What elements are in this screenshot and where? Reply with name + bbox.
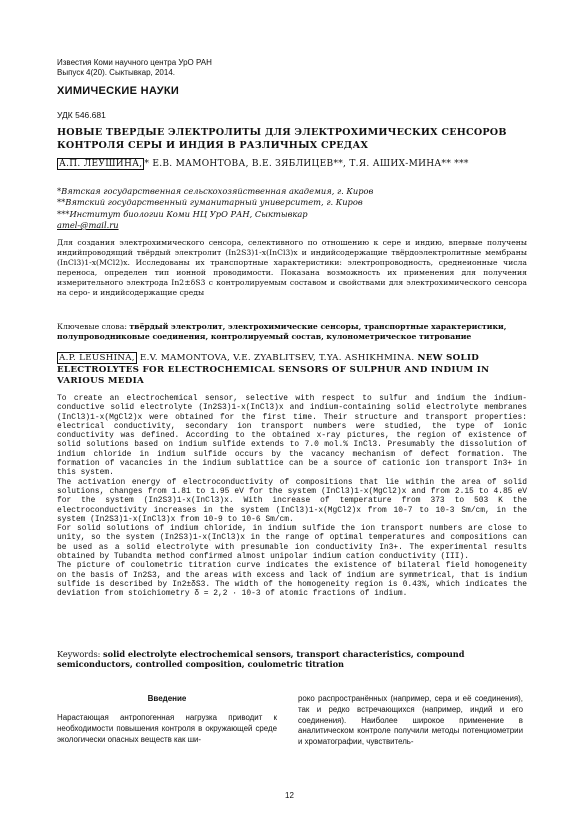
other-authors-en: E.V. MAMONTOVA, V.E. ZYABLITSEV, T.YA. ASHIKHMINA. (136, 353, 415, 363)
journal-name: Известия Коми научного центра УрО РАН (57, 58, 212, 67)
affiliation-2: **Вятский государственный гуманитарный университет, г. Киров (57, 197, 363, 208)
abstract-russian: Для создания электрохимического сенсора, селективного по отношению к сере и индию, впервые получены индийпроводящий твёрдый электролит (In2S3)1-x(InCl3)x и индийсодержащие твёрдоэлектролитные мембраны (InCl3)1-x(MCl2)x. Исследованы их транспортные характеристики: электропроводность, среднеионные числа переноса, определен тип ионной проводимости. Показана возможность их применения для получения измерительного электрода In2±δS3 с контролируемым составом и свойствами для электрохимического сенсора на серо- и индийсодержащие среды (57, 238, 527, 297)
title-english: NEW SOLID ELECTROLYTES FOR ELECTROCHEMICAL SENSORS OF SULPHUR AND INDIUM IN VARIOUS MEDIA (57, 353, 490, 386)
page-number: 12 (285, 791, 294, 800)
title-russian: НОВЫЕ ТВЕРДЫЕ ЭЛЕКТРОЛИТЫ ДЛЯ ЭЛЕКТРОХИМИЧЕСКИХ СЕНСОРОВ КОНТРОЛЯ СЕРЫ И ИНДИЯ В РАЗЛИЧНЫХ СРЕДАХ (57, 127, 507, 151)
abstract-english (57, 394, 527, 599)
keywords-en-label: Keywords: (57, 649, 101, 659)
keywords-russian (57, 322, 527, 342)
email-link[interactable]: amel-@mail.ru (57, 219, 119, 230)
abstract-paragraph: For solid solutions of indium chloride, in indium sulfide the ion transport numbers are close to unity, so the system (In2S3)1-x(InCl3)x in the range of optimal temperatures and compositions can be used as a solid electrolyte with presumable ion conductivity In3+. The experimental results obtained by Tubandta method confirmed almost unipolar indium cation conductivity (III). (57, 524, 527, 562)
udc-code: УДК 546.681 (57, 110, 106, 120)
keywords-en-text: solid electrolyte electrochemical sensors, transport characteristics, compound semiconductors, controlled composition, coulometric titration (57, 649, 465, 669)
abstract-paragraph: The activation energy of electroconductivity of compositions that lie within the area of solid solutions, changes from 1.81 to 1.95 eV for the system (InCl3)1-x(MgCl2)x and from 2.15 to 4.85 eV for the system (In2S3)1-x(InCl3)x. With increase of temperature from 373 to 503 K the electroconductivity increases in the system (InCl3)1-x(MgCl2)x from 10-7 to 10-3 Sm/cm, in the system (In2S3)1-x(InCl3)x from 10-9 to 10-6 Sm/cm. (57, 477, 527, 524)
abstract-paragraph: The picture of coulometric titration curve indicates the existence of bilateral field homogeneity on the basis of In2S3, and the areas with excess and lack of indium are symmetrical, that is indium sulfide is described by In2±δS3. The width of the homogeneity region is 0.43%, which indicates the deviation from stoichiometry δ = 2,2 · 10-3 of atomic fractions of indium. (57, 561, 527, 599)
journal-issue: Выпуск 4(20). Сыктывкар, 2014. (57, 68, 175, 77)
first-author-boxed: А.П. ЛЕУШИНА, (59, 159, 143, 169)
other-authors: * Е.В. МАМОНТОВА, В.Е. ЗЯБЛИЦЕВ**, Т.Я. АШИХ-МИНА** *** (144, 159, 469, 169)
journal-info (57, 58, 357, 78)
section-heading: ХИМИЧЕСКИЕ НАУКИ (57, 85, 180, 97)
affiliation-1: *Вятская государственная сельскохозяйственная академия, г. Киров (57, 186, 374, 196)
authors-english-block (57, 353, 527, 388)
intro-right-column: роко распространённых (например, сера и её соединения), так и редко встречающихся (например, индий и его соединения). Наиболее широкое применение в аналитическом контроле получили методы потенциометрии и хроматографии, чувствитель- (298, 694, 523, 747)
intro-left-column: Нарастающая антропогенная нагрузка приводит к необходимости повышения контроля в окружающей среде экологически опасных веществ как ши- (57, 713, 277, 744)
abstract-paragraph: To create an electrochemical sensor, selective with respect to sulfur and indium the indium-conductive solid electrolyte (In2S3)1-x(InCl3)x and indium-containing solid electrolyte membranes (InCl3)1-x(MgCl2)x were obtained for the first time. Their structure and transport properties: electrical conductivity, secondary ion transport numbers were studied, the type of ionic conductivity was defined. According to the obtained x-ray pictures, the region of existence of solid solutions based on indium sulfide extends to 7.0 mol.% InCl3. Presumably the dissolution of indium chloride in indium sulfide occurs by the vacancy mechanism of defect formation. The formation of vacancies in the indium sublattice can be a source of cationic ion transport In3+ in this system. (57, 394, 527, 478)
keywords-english (57, 649, 527, 669)
keywords-text: твёрдый электролит, электрохимические сенсоры, транспортные характеристики, полупроводниковые соединения, контролируемый состав, кулонометрическое титрование (57, 322, 507, 341)
affiliations (57, 186, 527, 231)
first-author-en-boxed: A.P. LEUSHINA, (59, 353, 135, 363)
keywords-label: Ключевые слова: (57, 322, 127, 331)
introduction-heading: Введение (147, 694, 187, 703)
affiliation-3: ***Институт биологии Коми НЦ УрО РАН, Сыктывкар (57, 208, 308, 219)
authors-russian (57, 158, 527, 170)
